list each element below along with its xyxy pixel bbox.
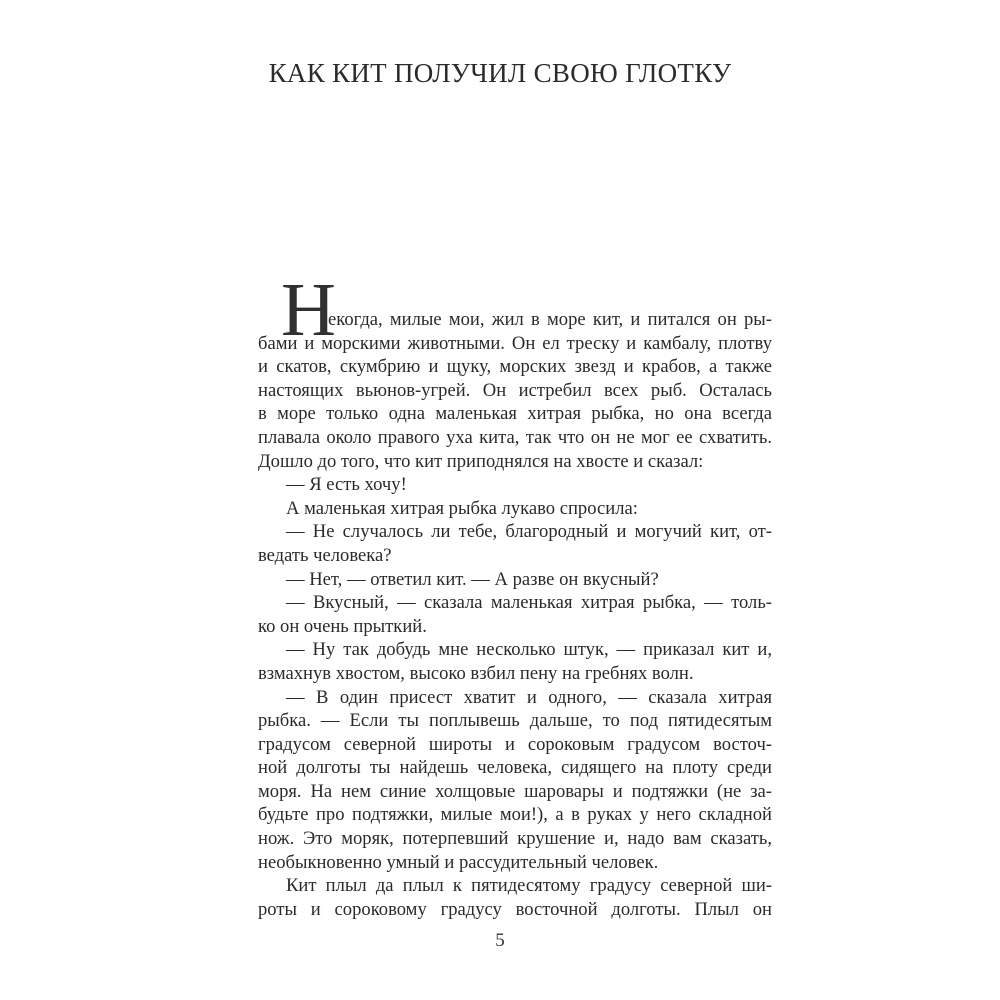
text-line: и скатов, скумбрию и щуку, морских звезд и крабов, а также [258, 356, 772, 378]
text-line: роты и сороковому градусу восточной долготы. Плыл он [258, 898, 772, 920]
text-line: рыбка. — Если ты поплывешь дальше, то под пятидесятым [258, 710, 772, 732]
text-line: градусом северной широты и сороковым градусом восточ- [258, 733, 772, 755]
text-line: взмахнув хвостом, высоко взбил пену на гребнях волн. [258, 662, 694, 684]
text-line: ко он очень прыткий. [258, 615, 427, 637]
text-line: ной долготы ты найдешь человека, сидящего на плоту среди [258, 757, 772, 779]
text-line: — В один присест хватит и одного, — сказала хитрая [286, 686, 772, 708]
drop-cap: Н [281, 268, 336, 352]
chapter-title: КАК КИТ ПОЛУЧИЛ СВОЮ ГЛОТКУ [268, 58, 732, 88]
text-line: настоящих вьюнов-угрей. Он истребил всех рыб. Осталась [258, 379, 772, 401]
text-line: необыкновенно умный и рассудительный человек. [258, 851, 659, 873]
page-number: 5 [495, 930, 505, 951]
text-line: — Вкусный, — сказала маленькая хитрая рыбка, — толь- [286, 592, 772, 614]
text-line: плавала около правого уха кита, так что он не мог ее схватить. [258, 426, 772, 448]
text-line: А маленькая хитрая рыбка лукаво спросила: [286, 497, 638, 519]
text-line: Кит плыл да плыл к пятидесятому градусу северной ши- [286, 875, 772, 897]
text-line: бами и морскими животными. Он ел треску и камбалу, плотву [258, 332, 772, 354]
text-line: — Я есть хочу! [286, 474, 407, 496]
text-line: — Ну так добудь мне несколько штук, — приказал кит и, [286, 639, 772, 661]
text-line: нож. Это моряк, потерпевший крушение и, надо вам сказать, [258, 828, 772, 850]
text-line: екогда, милые мои, жил в море кит, и питался он ры- [328, 309, 772, 330]
text-line: ведать человека? [258, 544, 392, 566]
text-line: моря. На нем синие холщовые шаровары и подтяжки (не за- [258, 780, 772, 802]
body-text [258, 308, 772, 921]
text-line: в море только одна маленькая хитрая рыбка, но она всегда [258, 403, 772, 425]
text-line: — Не случалось ли тебе, благородный и могучий кит, от- [286, 521, 772, 543]
text-line: — Нет, — ответил кит. — А разве он вкусный? [286, 568, 659, 590]
text-line: Дошло до того, что кит приподнялся на хвосте и сказал: [258, 450, 704, 472]
text-line: будьте про подтяжки, милые мои!), а в руках у него складной [258, 804, 772, 826]
